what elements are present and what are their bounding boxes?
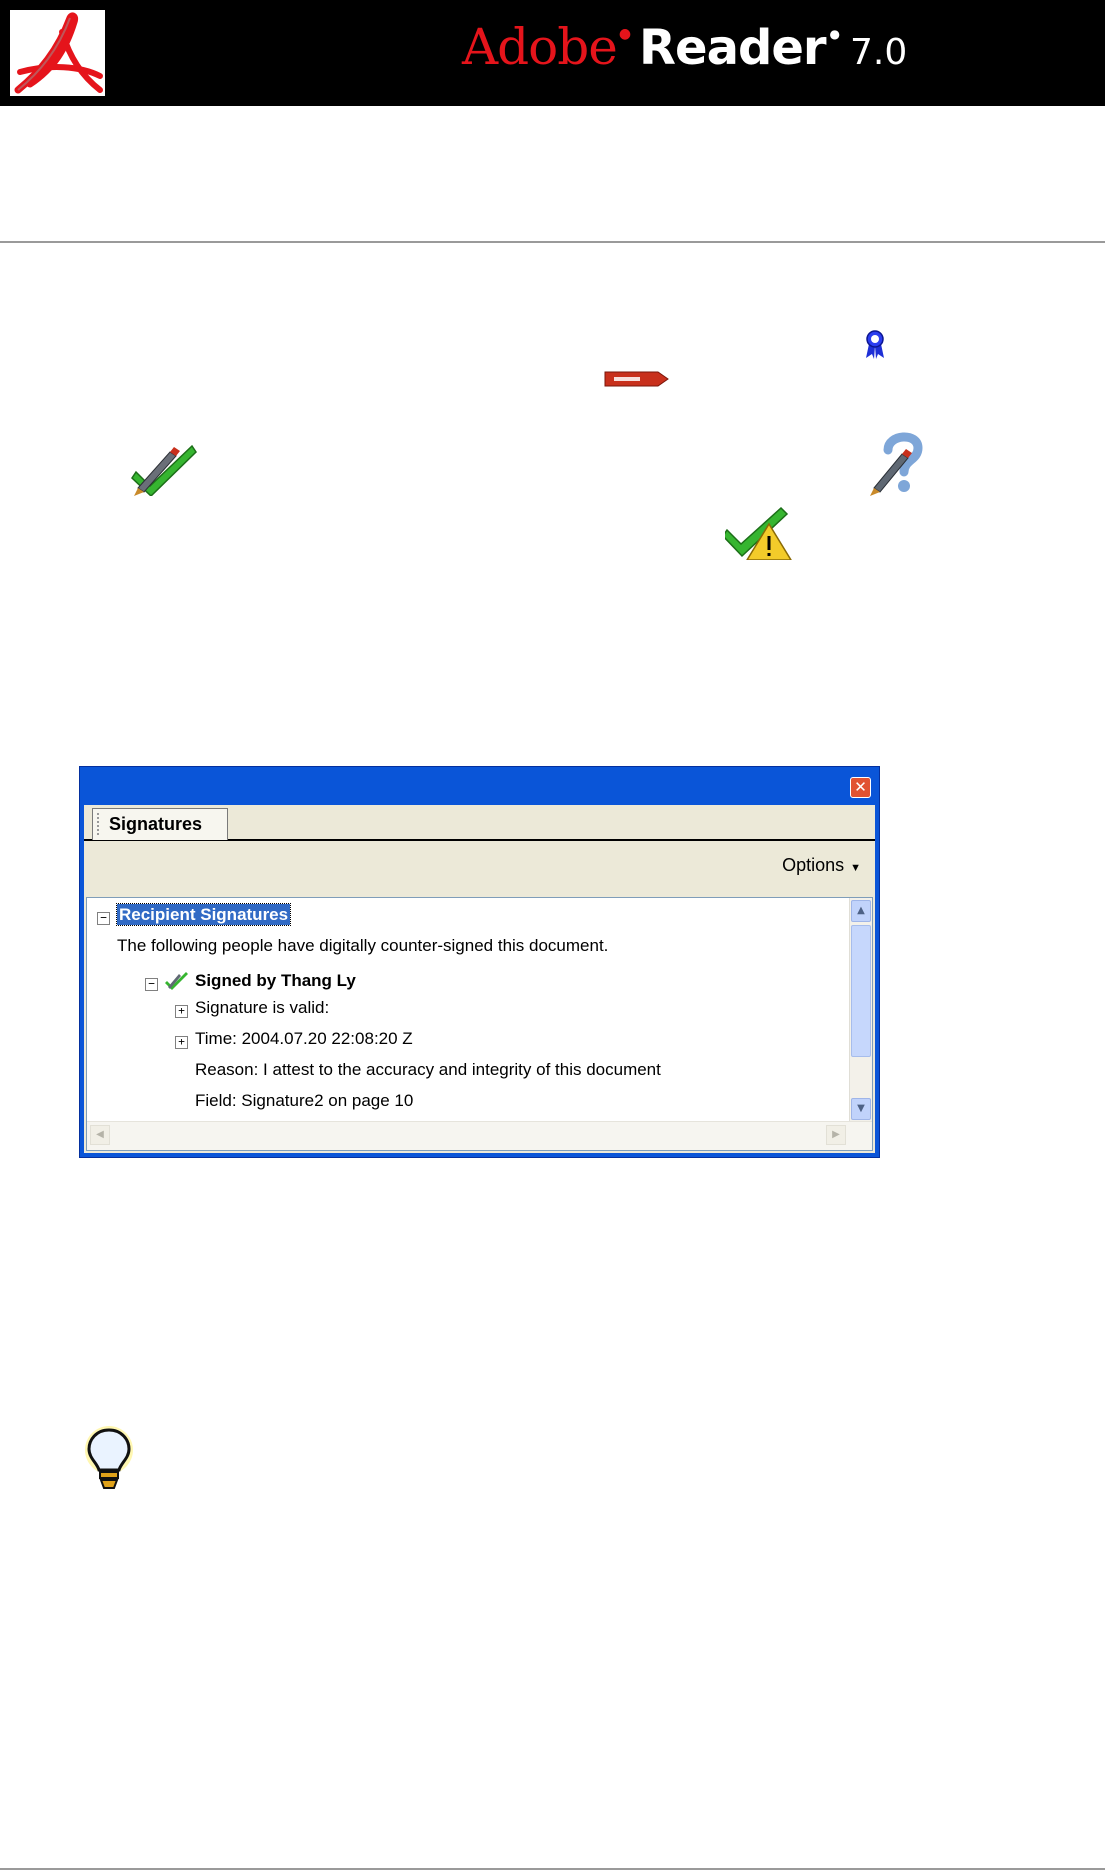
tree-description: The following people have digitally counter-signed this document. — [117, 936, 609, 955]
lightbulb-icon — [80, 1424, 138, 1494]
tree-node-signer[interactable] — [145, 966, 356, 988]
brand-adobe: Adobe — [462, 18, 617, 76]
tree-field: Field: Signature2 on page 10 — [195, 1091, 414, 1110]
brand-version: 7.0 — [850, 32, 908, 73]
tree-node-recipient-signatures[interactable] — [97, 904, 290, 926]
collapse-icon[interactable]: − — [145, 978, 158, 991]
expand-icon[interactable]: + — [175, 1036, 188, 1049]
horizontal-scrollbar[interactable] — [87, 1121, 872, 1150]
tree-reason: Reason: I attest to the accuracy and integrity of this document — [195, 1060, 661, 1079]
scroll-up-icon[interactable]: ▲ — [851, 900, 871, 922]
adobe-acrobat-logo-icon — [10, 10, 105, 96]
product-wordmark — [462, 18, 907, 88]
tab-signatures-label: Signatures — [109, 814, 203, 834]
tree-node-validity[interactable] — [175, 997, 329, 1019]
scroll-thumb[interactable] — [851, 925, 871, 1057]
registered-mark: ● — [618, 26, 632, 42]
registered-mark-2: ● — [829, 27, 841, 41]
top-divider — [0, 241, 1105, 243]
tab-signatures[interactable] — [92, 808, 228, 840]
chevron-down-icon: ▼ — [850, 862, 861, 874]
pen-question-icon — [868, 428, 926, 496]
validity-label: Signature is valid: — [195, 998, 330, 1017]
panel-toolbar — [84, 841, 875, 895]
bottom-divider — [0, 1868, 1105, 1870]
pen-checkmark-icon — [130, 442, 200, 496]
recipient-signatures-label[interactable]: Recipient Signatures — [119, 905, 289, 924]
red-signature-tag-icon — [604, 370, 670, 388]
scroll-right-icon[interactable]: ▶ — [826, 1125, 846, 1145]
blue-ribbon-icon — [864, 330, 886, 360]
tab-strip — [84, 805, 875, 841]
panel-body — [84, 805, 875, 1153]
scroll-left-icon[interactable]: ◀ — [90, 1125, 110, 1145]
tab-grip-icon[interactable] — [97, 813, 103, 835]
scroll-down-icon[interactable]: ▼ — [851, 1098, 871, 1120]
collapse-icon[interactable]: − — [97, 912, 110, 925]
signatures-tree — [86, 897, 873, 1151]
signatures-panel — [79, 766, 880, 1158]
pen-checkmark-icon — [165, 970, 189, 990]
brand-reader: Reader — [639, 20, 826, 76]
options-menu-button[interactable] — [782, 855, 861, 876]
checkmark-warning-icon — [725, 506, 793, 560]
expand-icon[interactable]: + — [175, 1005, 188, 1018]
tree-node-time[interactable] — [175, 1028, 413, 1050]
time-label: Time: 2004.07.20 22:08:20 Z — [195, 1029, 413, 1048]
signer-label: Signed by Thang Ly — [195, 971, 356, 990]
options-label: Options — [782, 855, 845, 875]
close-button[interactable]: ✕ — [850, 777, 871, 798]
header-banner — [0, 0, 1105, 106]
vertical-scrollbar[interactable] — [849, 898, 872, 1122]
